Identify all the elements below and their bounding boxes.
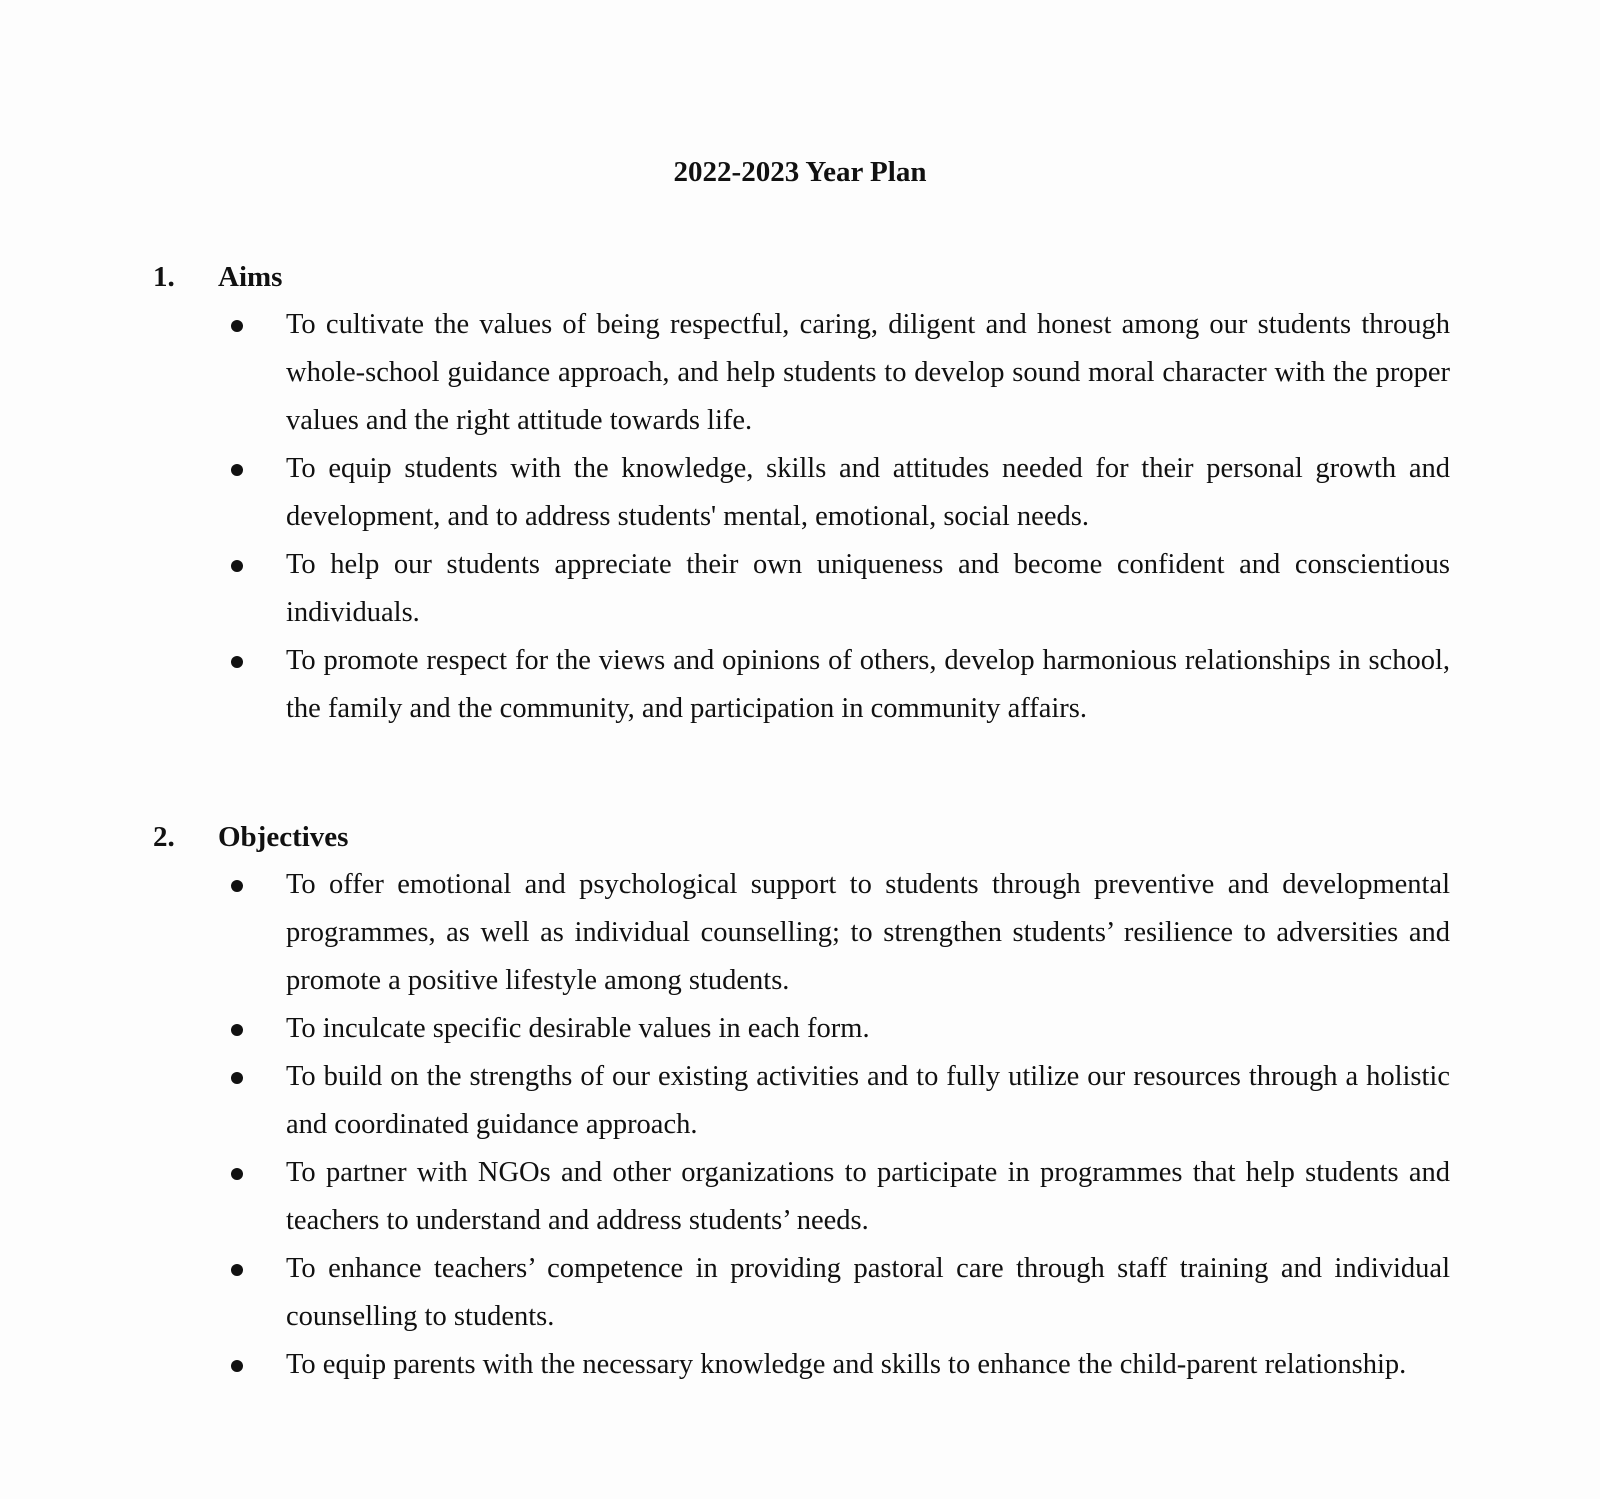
bullet-icon bbox=[231, 1264, 243, 1276]
section-number: 2. bbox=[153, 821, 175, 853]
section-heading bbox=[0, 253, 1600, 301]
bullet-icon bbox=[231, 320, 243, 332]
section-number: 1. bbox=[153, 261, 175, 293]
section-title: Objectives bbox=[218, 821, 349, 853]
section-aims bbox=[0, 253, 1600, 733]
list-item-text: To build on the strengths of our existing activities and to fully utilize our resources through a holistic and coordinated guidance approach. bbox=[286, 1061, 1450, 1140]
section-title: Aims bbox=[218, 261, 283, 293]
bullet-icon bbox=[231, 560, 243, 572]
list-item-text: To inculcate specific desirable values in each form. bbox=[286, 1013, 870, 1044]
list-item-text: To promote respect for the views and opinions of others, develop harmonious relationships in school, the family and the community, and participation in community affairs. bbox=[286, 645, 1450, 724]
bullet-icon bbox=[231, 880, 243, 892]
list-item-text: To equip parents with the necessary knowledge and skills to enhance the child-parent relationship. bbox=[286, 1349, 1407, 1380]
list-item-text: To cultivate the values of being respectful, caring, diligent and honest among our students through whole-school guidance approach, and help students to develop sound moral character with the proper values and the right attitude towards life. bbox=[286, 309, 1450, 436]
list-item-text: To offer emotional and psychological support to students through preventive and developmental programmes, as well as individual counselling; to strengthen students’ resilience to adversities and promote a positive lifestyle among students. bbox=[286, 869, 1450, 996]
list-item bbox=[0, 1053, 1450, 1149]
bullet-icon bbox=[231, 1168, 243, 1180]
bullet-icon bbox=[231, 1360, 243, 1372]
aims-list bbox=[0, 301, 1600, 733]
list-item-text: To enhance teachers’ competence in providing pastoral care through staff training and individual counselling to students. bbox=[286, 1253, 1450, 1332]
list-item bbox=[0, 861, 1450, 1005]
list-item bbox=[0, 541, 1450, 637]
bullet-icon bbox=[231, 1072, 243, 1084]
bullet-icon bbox=[231, 464, 243, 476]
list-item bbox=[0, 637, 1450, 733]
list-item bbox=[0, 301, 1450, 445]
list-item bbox=[0, 1245, 1450, 1341]
section-objectives bbox=[0, 813, 1600, 1389]
objectives-list bbox=[0, 861, 1600, 1389]
list-item bbox=[0, 1005, 1450, 1053]
list-item bbox=[0, 1149, 1450, 1245]
list-item-text: To equip students with the knowledge, skills and attitudes needed for their personal growth and development, and to address students' mental, emotional, social needs. bbox=[286, 453, 1450, 532]
list-item-text: To partner with NGOs and other organizations to participate in programmes that help students and teachers to understand and address students’ needs. bbox=[286, 1157, 1450, 1236]
list-item bbox=[0, 1341, 1450, 1389]
bullet-icon bbox=[231, 1024, 243, 1036]
list-item bbox=[0, 445, 1450, 541]
bullet-icon bbox=[231, 656, 243, 668]
list-item-text: To help our students appreciate their own uniqueness and become confident and conscientious individuals. bbox=[286, 549, 1450, 628]
section-heading bbox=[0, 813, 1600, 861]
page-title: 2022-2023 Year Plan bbox=[673, 156, 927, 188]
